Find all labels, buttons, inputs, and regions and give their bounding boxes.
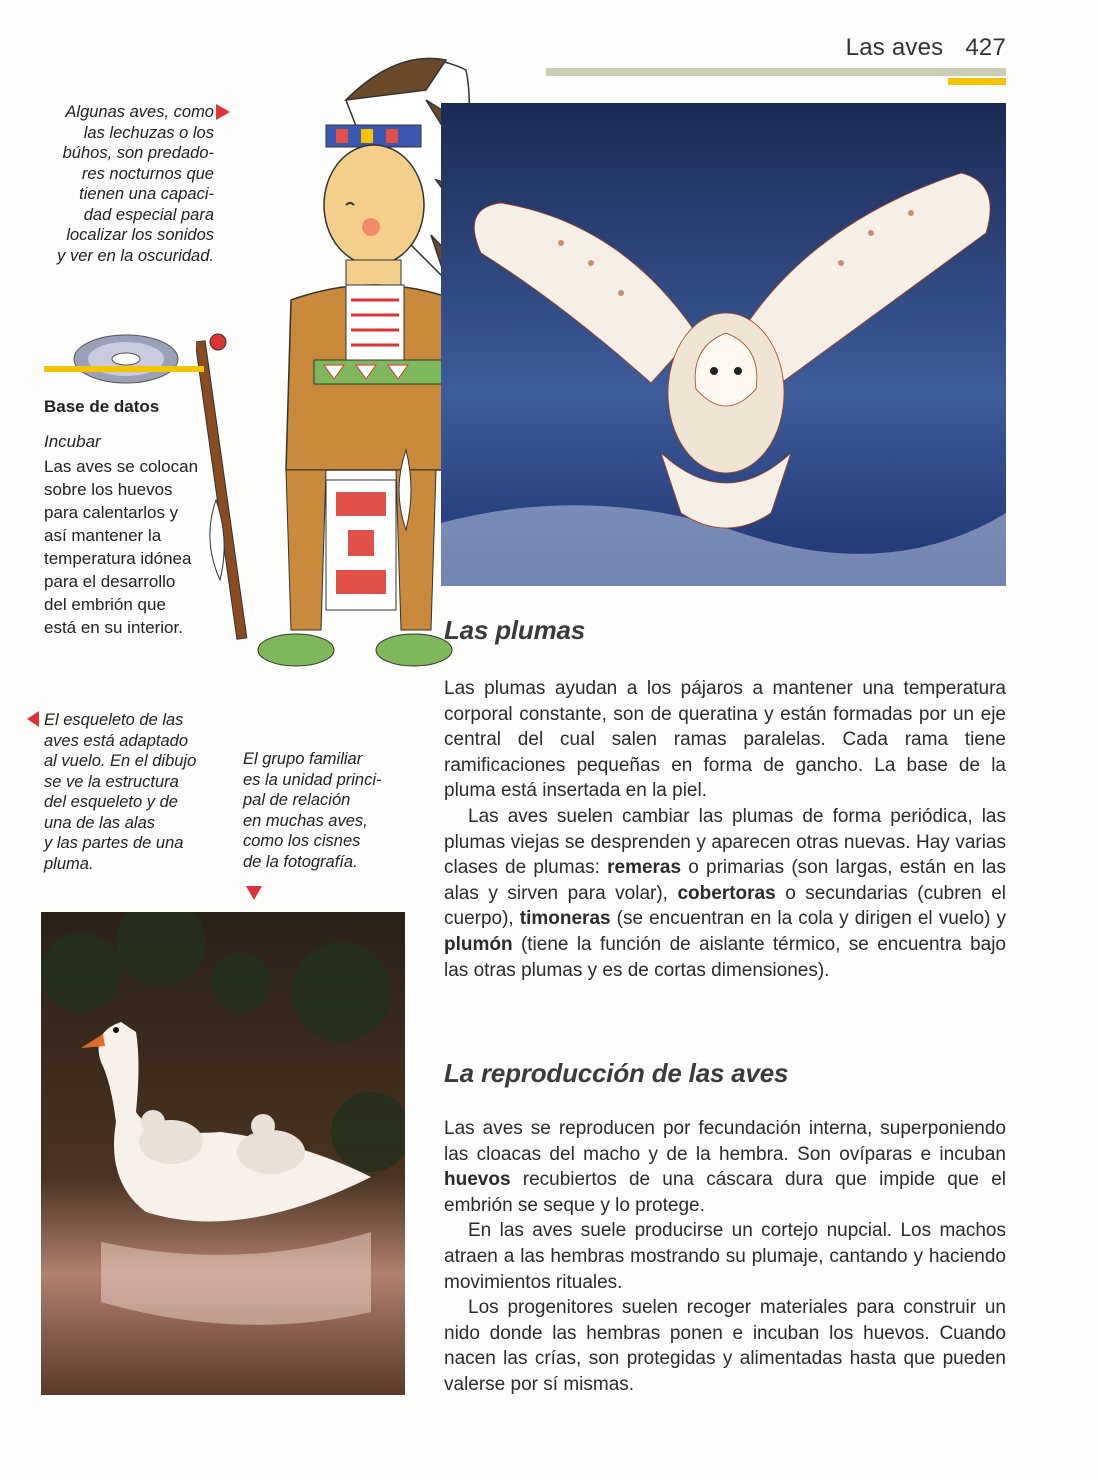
reproduccion-paragraph-2: En las aves suele producirse un cortejo nupcial. Los machos atraen a las hembras mostrando su plumaje, cantando y haciendo movimientos rituales. (444, 1220, 1006, 1293)
page-header (846, 34, 1006, 62)
skeleton-caption: El esqueleto de las aves está adaptado al vuelo. En el dibujo se ve la estructura del esqueleto y de una de las alas y las partes de una pluma. (44, 711, 197, 873)
plumas-body (444, 676, 1006, 983)
section-title: Las aves (845, 34, 944, 61)
term-remeras: remeras (607, 857, 682, 879)
term-cobertoras: cobertoras (677, 882, 776, 904)
database-term: Incubar (44, 432, 101, 451)
plumas-paragraph-1: Las plumas ayudan a los pájaros a mantener una temperatura corporal constante, son de queratina y están formadas por un eje central del cual salen ramas paralelas. Cada rama tiene ramificaciones pequeñas en forma de gancho. La base de la pluma está insertada en la piel. (444, 678, 1006, 802)
section-heading-reproduccion: La reproducción de las aves (444, 1058, 789, 1088)
reproduccion-body (444, 1116, 1006, 1398)
pointer-left-icon (27, 711, 39, 727)
owl-photo (441, 103, 1006, 586)
reproduccion-paragraph-1: Las aves se reproducen por fecundación interna, superponiendo las cloacas del macho y de la hembra. Son ovíparas e incuban huevos recubiertos de una cáscara dura que impide que el embrión se seque y lo protege. (444, 1118, 1006, 1216)
owl-caption: Algunas aves, como las lechuzas o los búhos, son predado- res nocturnos que tienen una capaci- dad especial para localizar los sonidos y ver en la oscuridad. (57, 103, 214, 265)
header-rule (546, 68, 1006, 76)
header-accent-bar (948, 78, 1006, 85)
database-rule (44, 366, 204, 372)
reproduccion-paragraph-3: Los progenitores suelen recoger materiales para construir un nido donde las hembras ponen e incuban los huevos. Cuando nacen las crías, son protegidas y alimentadas hasta que pueden valerse por sí mismas. (444, 1297, 1006, 1395)
page-number: 427 (965, 34, 1006, 61)
section-heading-plumas: Las plumas (444, 615, 586, 645)
term-huevos: huevos (444, 1169, 511, 1191)
cd-icon (72, 333, 180, 385)
database-title: Base de datos (44, 397, 160, 416)
swan-photo (41, 912, 405, 1395)
term-timoneras: timoneras (519, 908, 611, 930)
family-caption: El grupo familiar es la unidad princi- pal de relación en muchas aves, como los cisnes de la fotografía. (243, 750, 382, 871)
term-plumon: plumón (444, 933, 513, 955)
plumas-paragraph-2: Las aves suelen cambiar las plumas de forma periódica, las plumas viejas se desprenden y aparecen otras nuevas. Hay varias clases de plumas: remeras o primarias (son largas, están en las alas y sirven para volar), cobertoras o secundarias (cubren el cuerpo), timoneras (se encuentran en la cola y dirigen el vuelo) y plumón (tiene la función de aislante térmico, se encuentra bajo las otras plumas y es de cortas dimensiones). (444, 805, 1007, 981)
pointer-down-icon (246, 886, 262, 900)
database-definition: Las aves se colocan sobre los huevos para calentarlos y así mantener la temperatura idónea para el desarrollo del embrión que está en su interior. (44, 457, 199, 637)
